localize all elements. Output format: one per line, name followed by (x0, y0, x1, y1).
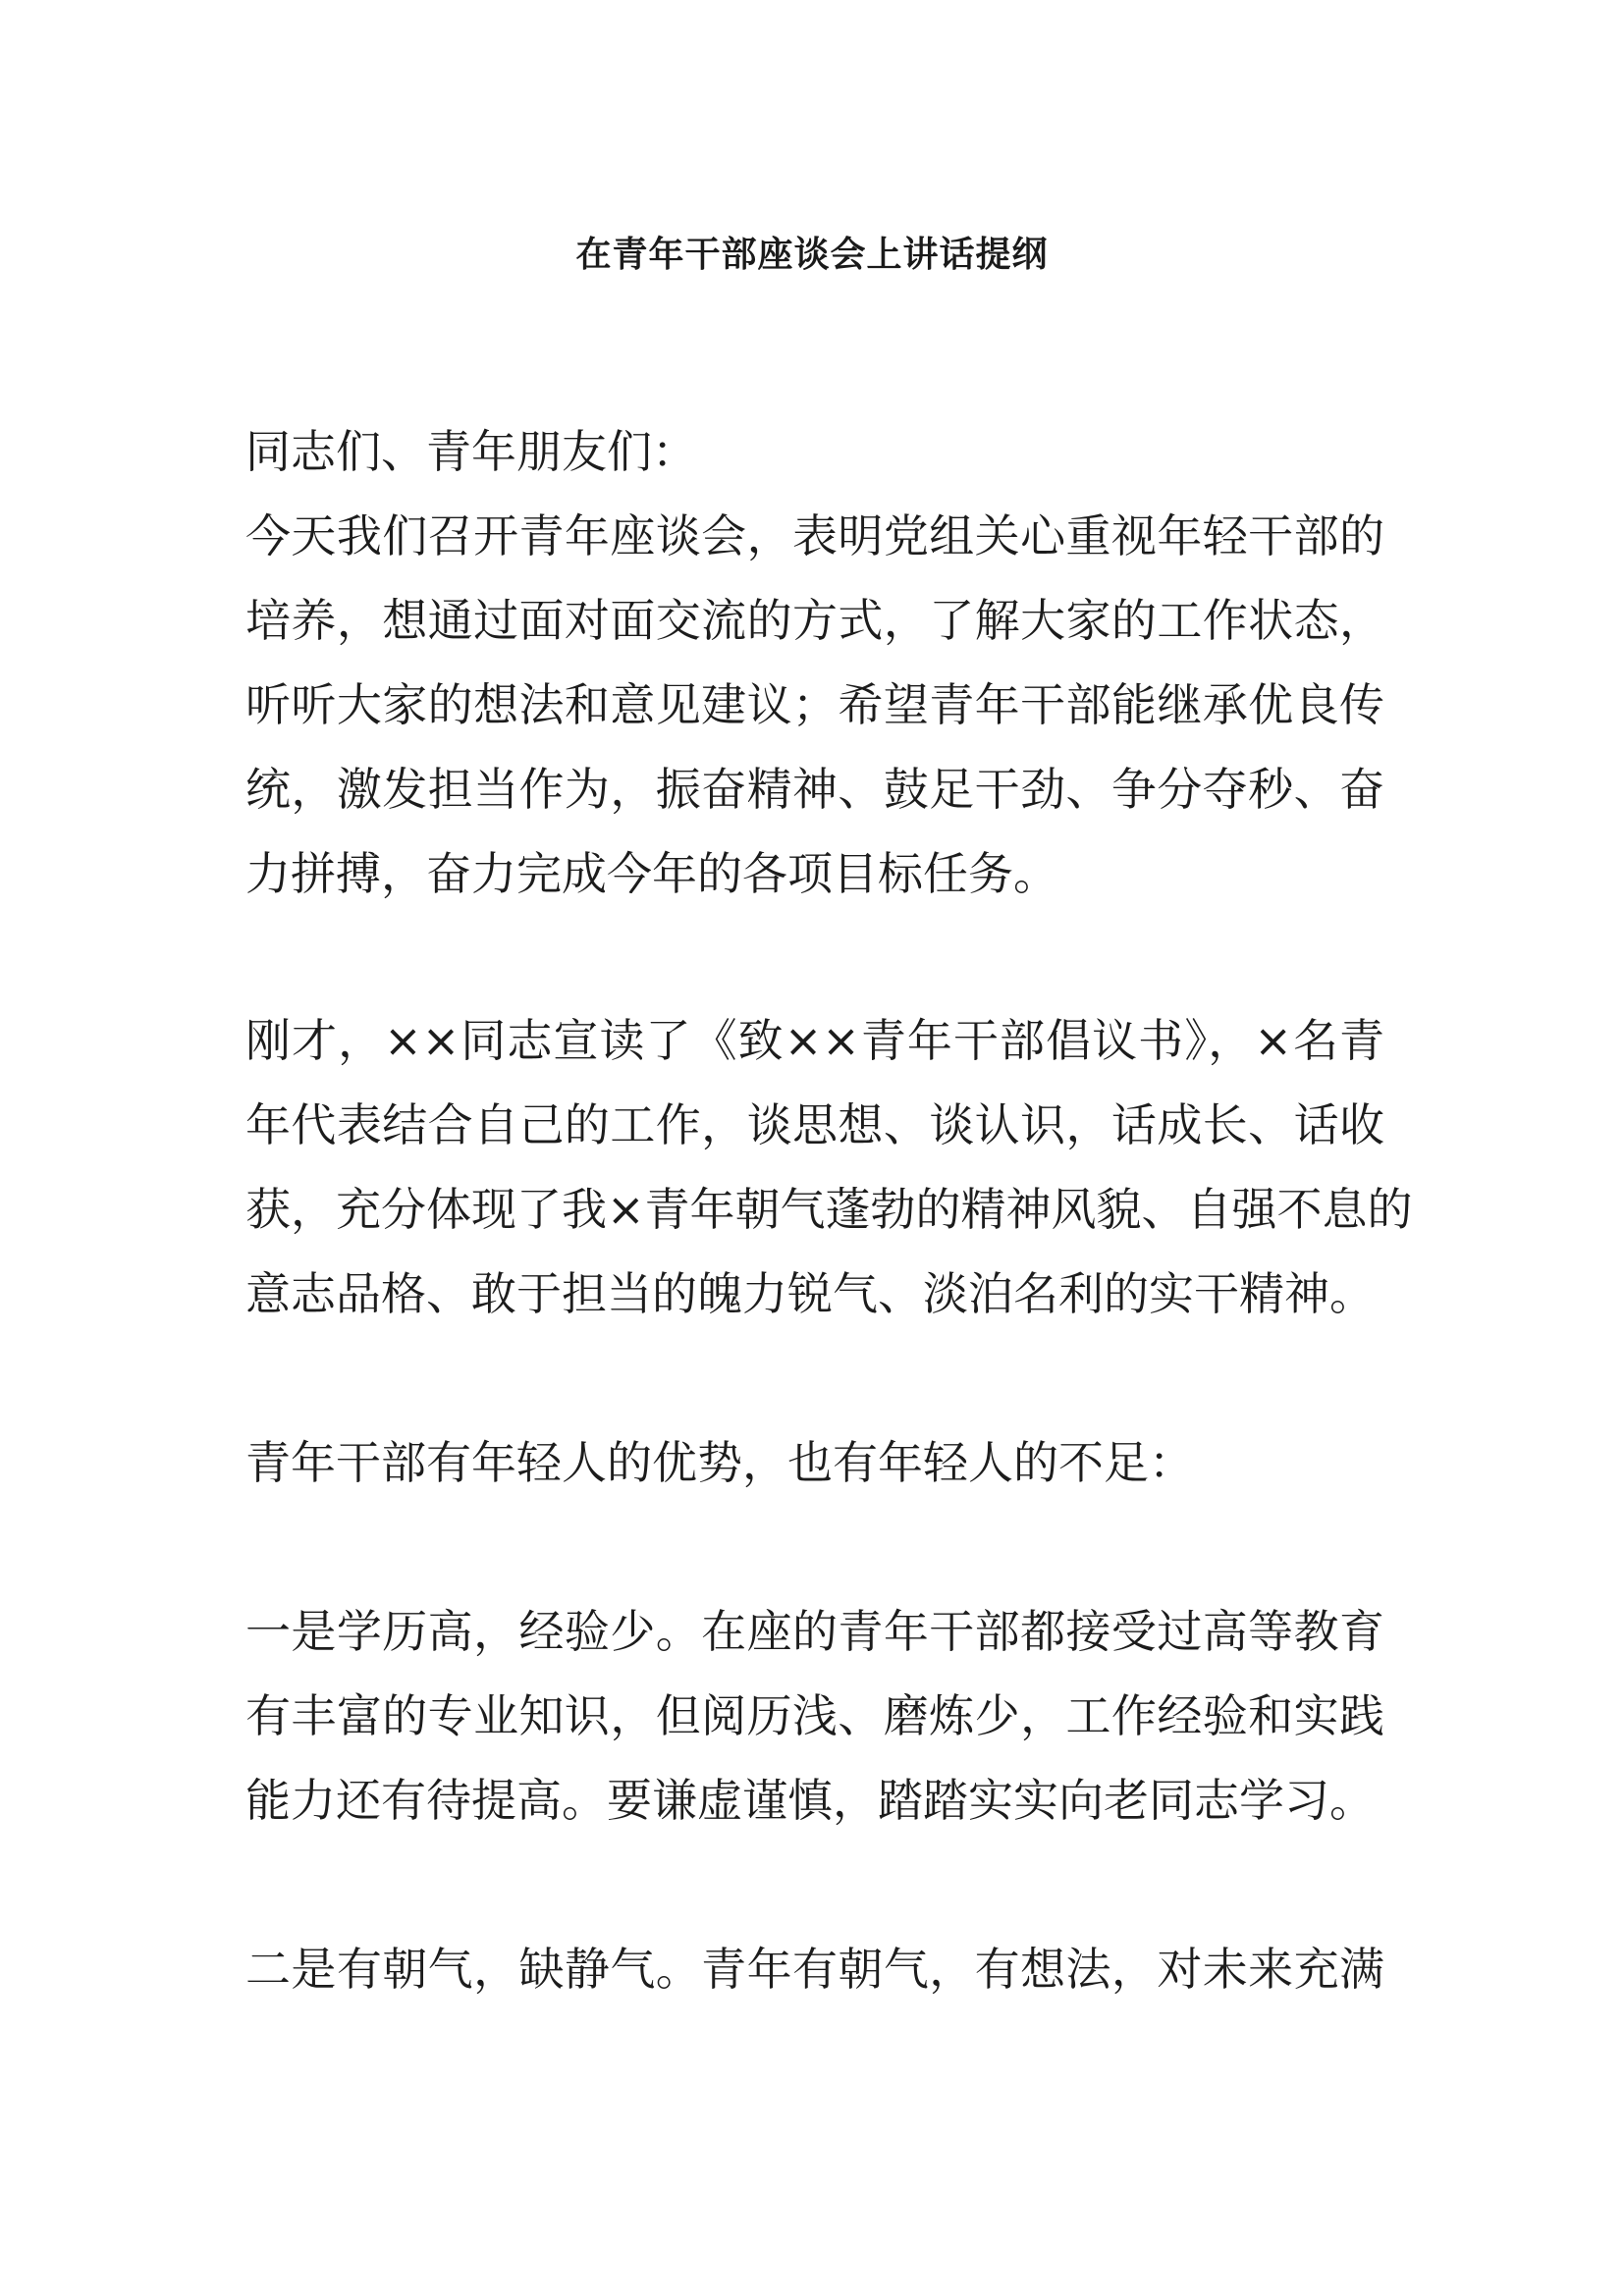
body-line: 统，激发担当作为，振奋精神、鼓足干劲、争分夺秒、奋 (245, 763, 1384, 816)
body-line: 年代表结合自己的工作，谈思想、谈认识，话成长、话收 (245, 1098, 1384, 1151)
body-line: 获，充分体现了我×青年朝气蓬勃的精神风貌、自强不息的 (245, 1183, 1413, 1236)
body-line: 培养，想通过面对面交流的方式，了解大家的工作状态， (245, 594, 1384, 647)
document-title: 在青年干部座谈会上讲话提纲 (575, 235, 1049, 275)
body-line: 今天我们召开青年座谈会，表明党组关心重视年轻干部的 (245, 509, 1384, 562)
body-line: 二是有朝气，缺静气。青年有朝气，有想法，对未来充满 (245, 1943, 1384, 1996)
body-line: 能力还有待提高。要谦虚谨慎，踏踏实实向老同志学习。 (245, 1774, 1375, 1827)
body-line: 听听大家的想法和意见建议；希望青年干部能继承优良传 (245, 678, 1384, 731)
body-line: 力拼搏，奋力完成今年的各项目标任务。 (245, 847, 1058, 900)
salutation-line: 同志们、青年朋友们： (245, 425, 697, 478)
body-line: 刚才，××同志宣读了《致××青年干部倡议书》，×名青 (245, 1014, 1384, 1067)
body-line: 有丰富的专业知识，但阅历浅、磨炼少，工作经验和实践 (245, 1689, 1384, 1742)
body-line: 青年干部有年轻人的优势，也有年轻人的不足： (245, 1436, 1194, 1489)
body-line: 一是学历高，经验少。在座的青年干部都接受过高等教育 (245, 1605, 1384, 1658)
body-line: 意志品格、敢于担当的魄力锐气、淡泊名利的实干精神。 (245, 1267, 1375, 1320)
